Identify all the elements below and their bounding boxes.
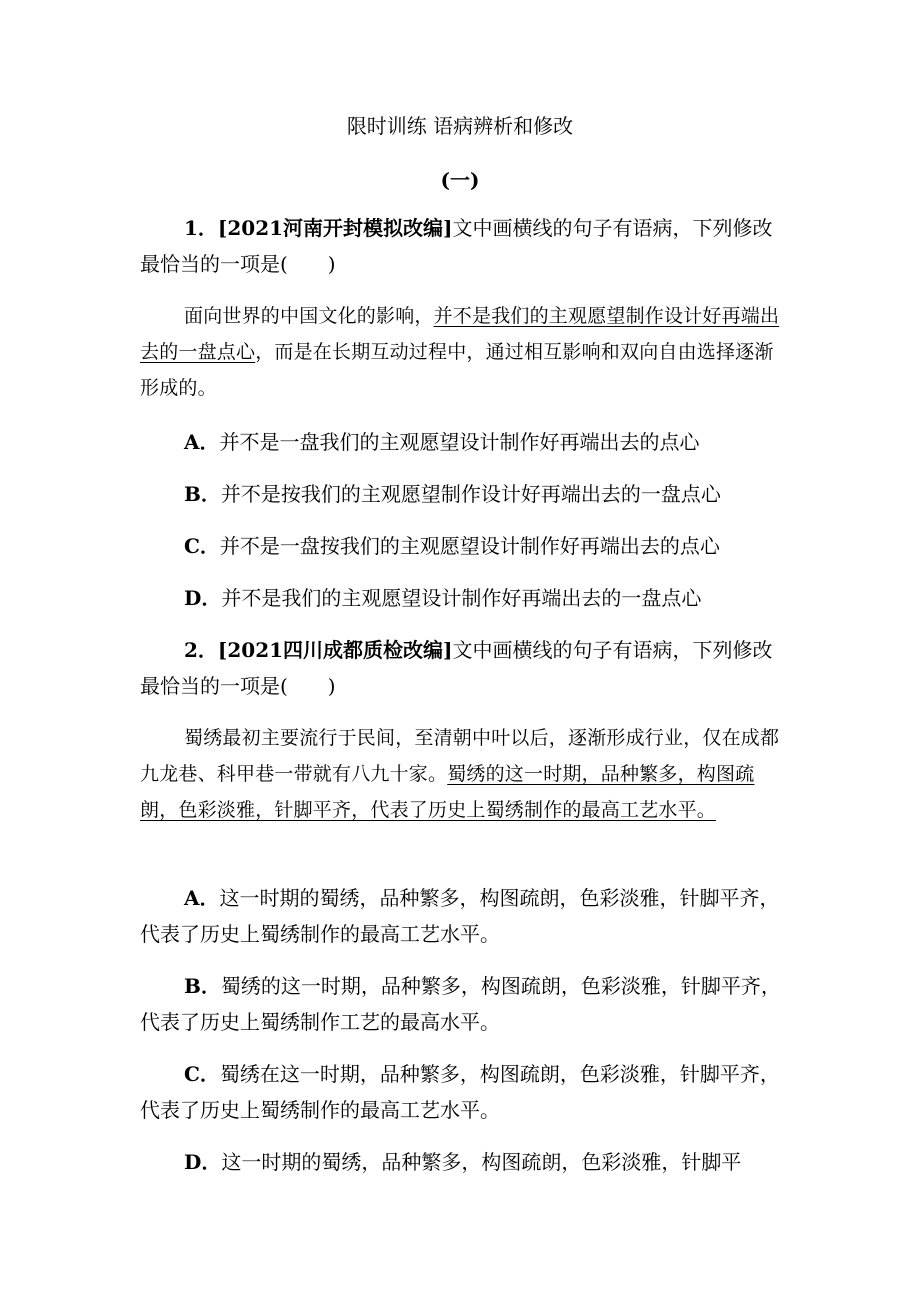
- question-prompt: 文中画横线的句子有语病，下列修改最恰当的一项是( ): [140, 638, 773, 698]
- option-text: 这一时期的蜀绣，品种繁多，构图疏朗，色彩淡雅，针脚平: [221, 1150, 742, 1174]
- question-1-option-a: [140, 424, 782, 460]
- question-1: [140, 210, 782, 282]
- question-source: [2021四川成都质检改编]: [217, 638, 453, 662]
- option-letter: B．: [184, 482, 221, 506]
- option-letter: C．: [184, 534, 220, 558]
- option-letter: D．: [184, 586, 222, 610]
- question-1-option-c: [140, 528, 782, 564]
- passage-text: 蜀绣最初主要流行于民间，至清朝中叶以后，逐渐形成行业，仅在成都九龙巷、科甲巷一带就有八九十家。: [140, 727, 780, 785]
- question-1-option-d: [140, 580, 782, 616]
- question-2-passage: [140, 720, 782, 828]
- option-letter: C．: [184, 1062, 220, 1086]
- option-letter: A．: [184, 430, 220, 454]
- question-2-option-b: [140, 968, 782, 1040]
- option-text: 并不是我们的主观愿望设计制作好再端出去的一盘点心: [221, 586, 702, 610]
- question-number: 1．: [184, 216, 218, 240]
- underlined-sentence: 蜀绣的这一时期，品种繁多，构图疏朗，色彩淡雅，针脚平齐，代表了历史上蜀绣制作的最高工艺水平。: [140, 763, 755, 821]
- option-text: 并不是一盘按我们的主观愿望设计制作好再端出去的点心: [219, 534, 720, 558]
- question-2-stem: [140, 632, 782, 704]
- underlined-sentence: 并不是我们的主观愿望制作设计好再端出去的一盘点心: [140, 305, 780, 363]
- question-prompt: 文中画横线的句子有语病，下列修改最恰当的一项是( ): [140, 216, 773, 276]
- option-text: 蜀绣的这一时期，品种繁多，构图疏朗，色彩淡雅，针脚平齐，代表了历史上蜀绣制作工艺的最高水平。: [140, 974, 781, 1034]
- question-source: [2021河南开封模拟改编]: [217, 216, 453, 240]
- option-text: 蜀绣在这一时期，品种繁多，构图疏朗，色彩淡雅，针脚平齐，代表了历史上蜀绣制作的最高工艺水平。: [140, 1062, 780, 1122]
- question-2-option-a: [140, 880, 782, 952]
- passage-text: 面向世界的中国文化的影响，: [184, 305, 434, 327]
- option-text: 并不是按我们的主观愿望制作设计好再端出去的一盘点心: [220, 482, 721, 506]
- question-2-option-d: [140, 1144, 782, 1180]
- passage-text: ，而是在长期互动过程中，通过相互影响和双向自由选择逐渐形成的。: [140, 341, 774, 399]
- page-title: 限时训练 语病辨析和修改: [346, 114, 574, 138]
- question-2: [140, 632, 782, 704]
- section-number: (一): [440, 168, 480, 192]
- option-letter: B．: [184, 974, 221, 998]
- question-2-option-c: [140, 1056, 782, 1128]
- question-1-option-b: [140, 476, 782, 512]
- question-1-passage: [140, 298, 782, 406]
- question-1-stem: [140, 210, 782, 282]
- option-letter: D．: [184, 1150, 222, 1174]
- option-text: 并不是一盘我们的主观愿望设计制作好再端出去的点心: [219, 430, 700, 454]
- option-text: 这一时期的蜀绣，品种繁多，构图疏朗，色彩淡雅，针脚平齐，代表了历史上蜀绣制作的最高工艺水平。: [140, 886, 780, 946]
- question-number: 2．: [184, 638, 218, 662]
- option-letter: A．: [184, 886, 220, 910]
